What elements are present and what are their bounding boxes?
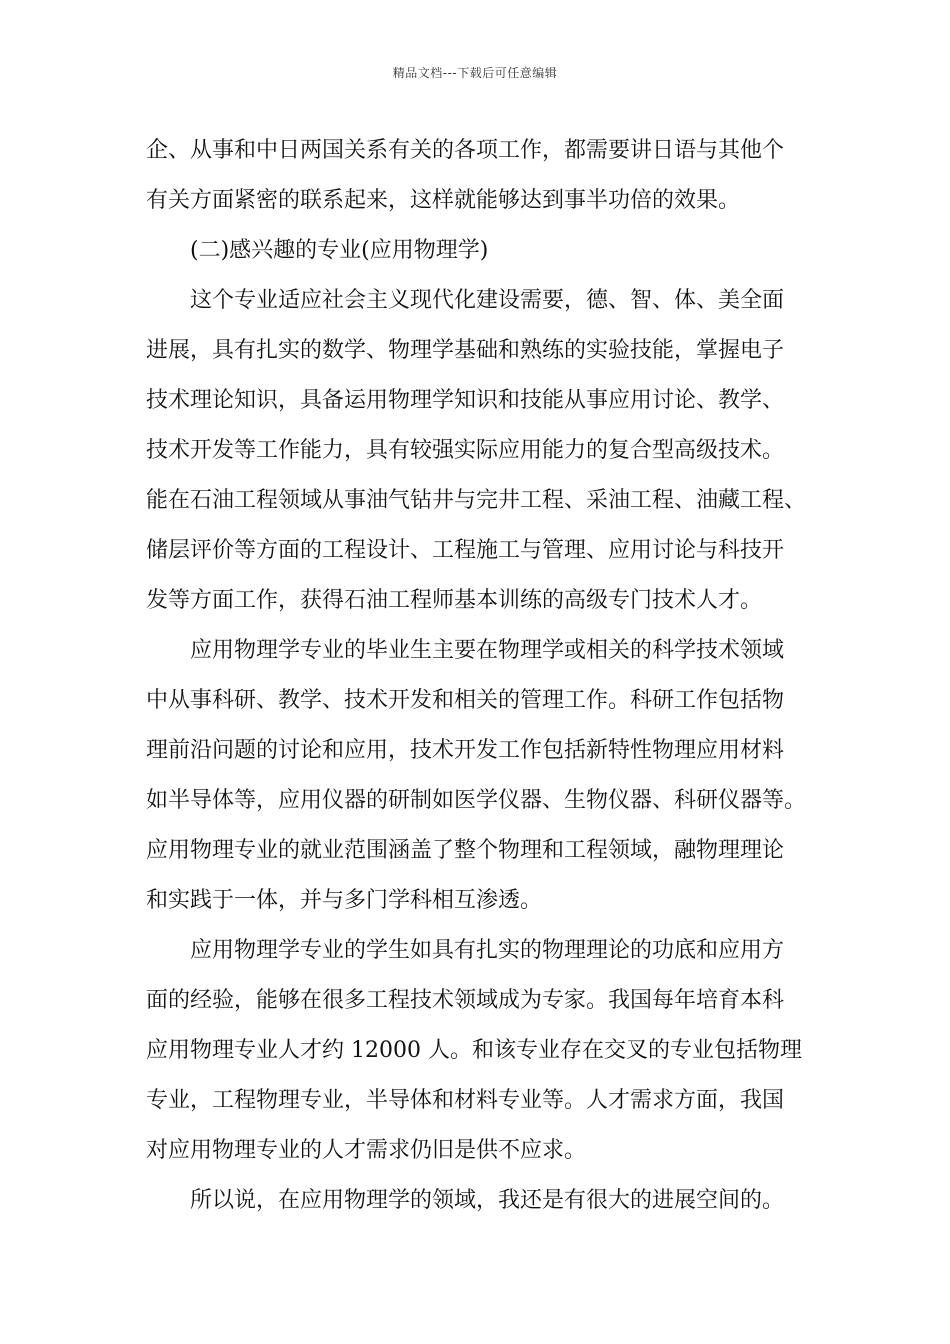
text-line: 储层评价等方面的工程设计、工程施工与管理、应用讨论与科技开 (146, 538, 785, 563)
text-line: 这个专业适应社会主义现代化建设需要，德、智、体、美全面 (190, 288, 785, 313)
text-line: 能在石油工程领域从事油气钻井与完井工程、采油工程、油藏工程、 (146, 488, 807, 513)
text-line: 技术理论知识，具备运用物理学知识和技能从事应用讨论、教学、 (146, 388, 785, 413)
text-line: 技术开发等工作能力，具有较强实际应用能力的复合型高级技术。 (146, 438, 785, 463)
text-line: 企、从事和中日两国关系有关的各项工作，都需要讲日语与其他个 (146, 138, 785, 163)
text-line: 中从事科研、教学、技术开发和相关的管理工作。科研工作包括物 (146, 688, 785, 713)
text-line: 所以说，在应用物理学的领域，我还是有很大的进展空间的。 (190, 1188, 785, 1213)
text-line: 专业，工程物理专业，半导体和材料专业等。人才需求方面，我国 (146, 1088, 785, 1113)
section-heading: (二)感兴趣的专业(应用物理学) (190, 238, 489, 263)
text-line: 应用物理学专业的毕业生主要在物理学或相关的科学技术领域 (190, 638, 785, 663)
text-line: 发等方面工作，获得石油工程师基本训练的高级专门技术人才。 (146, 588, 763, 613)
text-line: 面的经验，能够在很多工程技术领域成为专家。我国每年培育本科 (146, 988, 785, 1013)
text-line: 理前沿问题的讨论和应用，技术开发工作包括新特性物理应用材料 (146, 738, 785, 763)
text-line: 应用物理专业人才约 12000 人。和该专业存在交叉的专业包括物理 (146, 1038, 802, 1063)
page-header: 精品文档---下载后可任意编辑 (392, 66, 558, 80)
text-line: 应用物理专业的就业范围涵盖了整个物理和工程领域，融物理理论 (146, 838, 785, 863)
text-line: 如半导体等，应用仪器的研制如医学仪器、生物仪器、科研仪器等。 (146, 788, 807, 813)
text-line: 有关方面紧密的联系起来，这样就能够达到事半功倍的效果。 (146, 188, 741, 213)
text-line: 进展，具有扎实的数学、物理学基础和熟练的实验技能，掌握电子 (146, 338, 785, 363)
text-line: 对应用物理专业的人才需求仍旧是供不应求。 (146, 1138, 587, 1163)
text-line: 和实践于一体，并与多门学科相互渗透。 (146, 888, 543, 913)
text-line: 应用物理学专业的学生如具有扎实的物理理论的功底和应用方 (190, 938, 785, 963)
